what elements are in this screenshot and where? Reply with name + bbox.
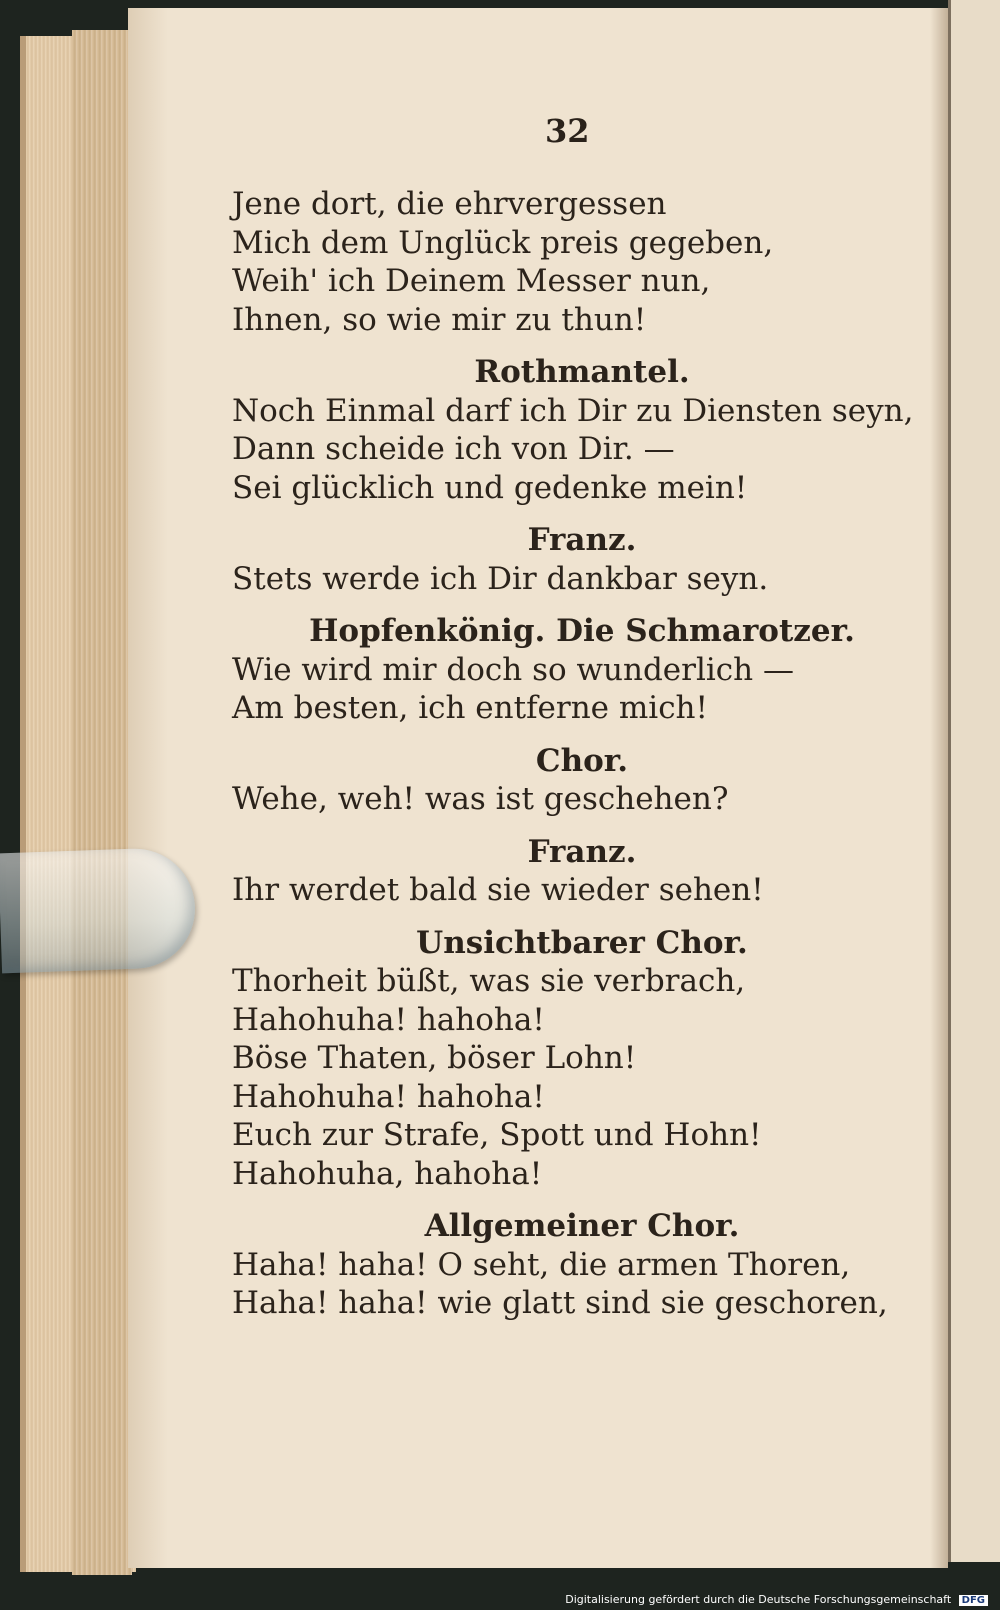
speaker-heading: Hopfenkönig. Die Schmarotzer. (309, 613, 855, 649)
verse-line: Dann scheide ich von Dir. — (232, 431, 675, 467)
verse-line: Mich dem Unglück preis gegeben, (232, 224, 774, 261)
page-stack-edge (72, 30, 132, 1575)
verse-line: Am besten, ich entferne mich! (232, 690, 708, 726)
speaker-heading: Franz. (527, 522, 637, 558)
speaker-heading: Allgemeiner Chor. (424, 1208, 740, 1244)
speaker-heading: Rothmantel. (474, 354, 690, 390)
verse-line: Haha! haha! wie glatt sind sie geschoren, (232, 1285, 888, 1321)
page-number: 32 (545, 112, 590, 150)
verse-line: Jene dort, die ehrvergessen (232, 186, 667, 222)
verse-line: Böse Thaten, böser Lohn! (232, 1040, 637, 1076)
speaker-heading: Chor. (535, 742, 629, 779)
speaker-heading: Unsichtbarer Chor. (416, 924, 748, 961)
verse-line: Haha! haha! O seht, die armen Thoren, (232, 1246, 851, 1283)
verse-line: Hahohuha! hahoha! (232, 1001, 545, 1038)
verse-line: Stets werde ich Dir dankbar seyn. (232, 560, 769, 597)
verse-line: Wie wird mir doch so wunderlich — (232, 651, 794, 688)
verse-line: Thorheit büßt, was sie verbrach, (232, 963, 746, 999)
verse-line: Hahohuha, hahoha! (232, 1155, 543, 1192)
verse-line: Noch Einmal darf ich Dir zu Diensten seyn, (232, 392, 914, 429)
verse-line: Weih' ich Deinem Messer nun, (232, 263, 711, 299)
footer (565, 1593, 988, 1606)
page-text (232, 185, 914, 1323)
verse-line: Ihr werdet bald sie wieder sehen! (232, 872, 764, 908)
verse-line: Wehe, weh! was ist geschehen? (232, 781, 729, 817)
verse-line: Hahohuha! hahoha! (232, 1078, 545, 1115)
next-page-edge (948, 0, 1000, 1562)
speaker-heading: Franz. (527, 833, 637, 870)
footer-credit: Digitalisierung gefördert durch die Deutsche Forschungsgemeinschaft (565, 1593, 952, 1606)
page-clip (0, 847, 197, 974)
verse-line: Ihnen, so wie mir zu thun! (232, 301, 647, 338)
verse-line: Euch zur Strafe, Spott und Hohn! (232, 1117, 762, 1153)
dfg-logo: DFG (959, 1595, 988, 1606)
verse-line: Sei glücklich und gedenke mein! (232, 469, 748, 506)
